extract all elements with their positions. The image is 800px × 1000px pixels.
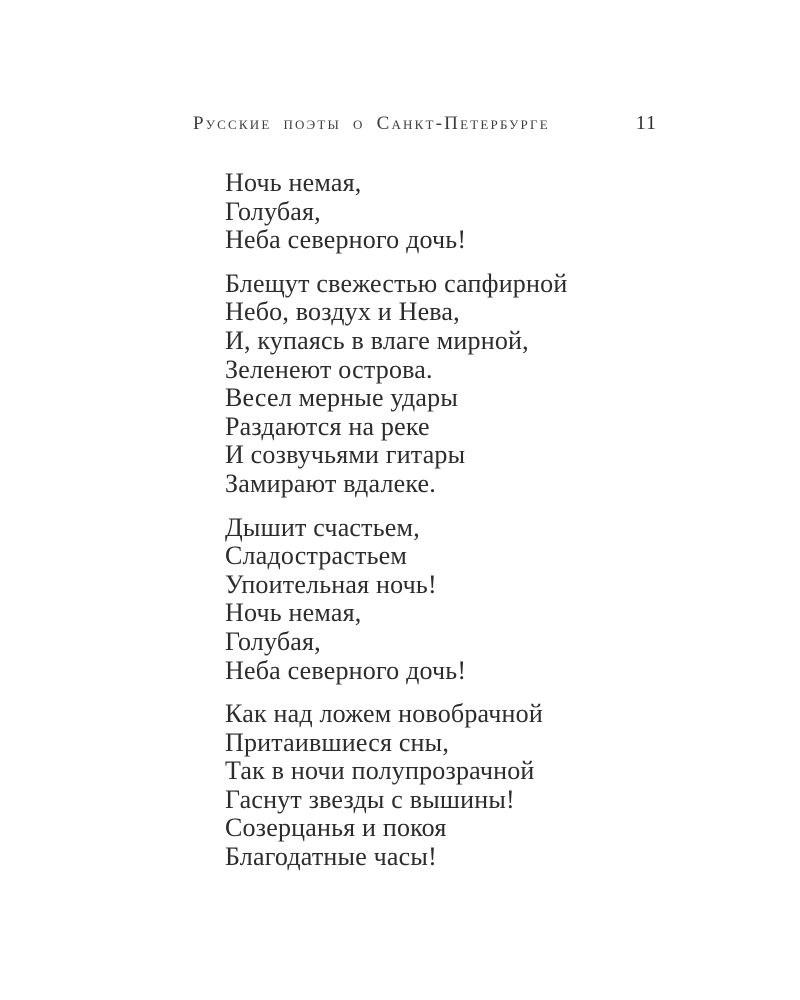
stanza-2 bbox=[225, 270, 567, 499]
poem-line: Блещут свежестью сапфирной bbox=[225, 268, 568, 298]
stanza-3 bbox=[225, 514, 567, 686]
poem-line: Созерцанья и покоя bbox=[225, 813, 447, 843]
poem-line: И, купаясь в влаге мирной, bbox=[225, 325, 529, 355]
poem-line: Замирают вдалеке. bbox=[225, 468, 436, 498]
stanza-4 bbox=[225, 700, 567, 872]
poem-line: Благодатные часы! bbox=[225, 842, 437, 872]
poem-line: Неба северного дочь! bbox=[225, 225, 467, 255]
poem-line: Ночь немая, bbox=[225, 168, 362, 197]
stanza-1 bbox=[225, 169, 567, 255]
running-header bbox=[193, 112, 657, 135]
running-header-title: Русские поэты о Санкт-Петербурге bbox=[193, 113, 550, 134]
poem-line: Голубая, bbox=[225, 626, 321, 656]
poem-line: Весел мерные удары bbox=[225, 383, 459, 413]
poem-line: Неба северного дочь! bbox=[225, 655, 467, 685]
poem-line: Раздаются на реке bbox=[225, 411, 430, 441]
poem-line: Как над ложем новобрачной bbox=[225, 699, 543, 729]
poem-line: И созвучьями гитары bbox=[225, 440, 466, 470]
poem-line: Ночь немая, bbox=[225, 598, 362, 628]
poem-line: Голубая, bbox=[225, 196, 321, 226]
poem-line: Гаснут звезды с вышины! bbox=[225, 784, 515, 814]
poem-line: Зеленеют острова. bbox=[225, 354, 433, 384]
poem-text bbox=[225, 169, 567, 887]
poem-line: Небо, воздух и Нева, bbox=[225, 297, 460, 327]
poem-line: Упоительная ночь! bbox=[225, 569, 437, 599]
poem-line: Сладострастьем bbox=[225, 541, 408, 571]
poem-line: Притаившиеся сны, bbox=[225, 727, 450, 757]
page-number: 11 bbox=[635, 112, 657, 134]
poem-line: Дышит счастьем, bbox=[225, 512, 420, 542]
poem-line: Так в ночи полупрозрачной bbox=[225, 756, 535, 786]
